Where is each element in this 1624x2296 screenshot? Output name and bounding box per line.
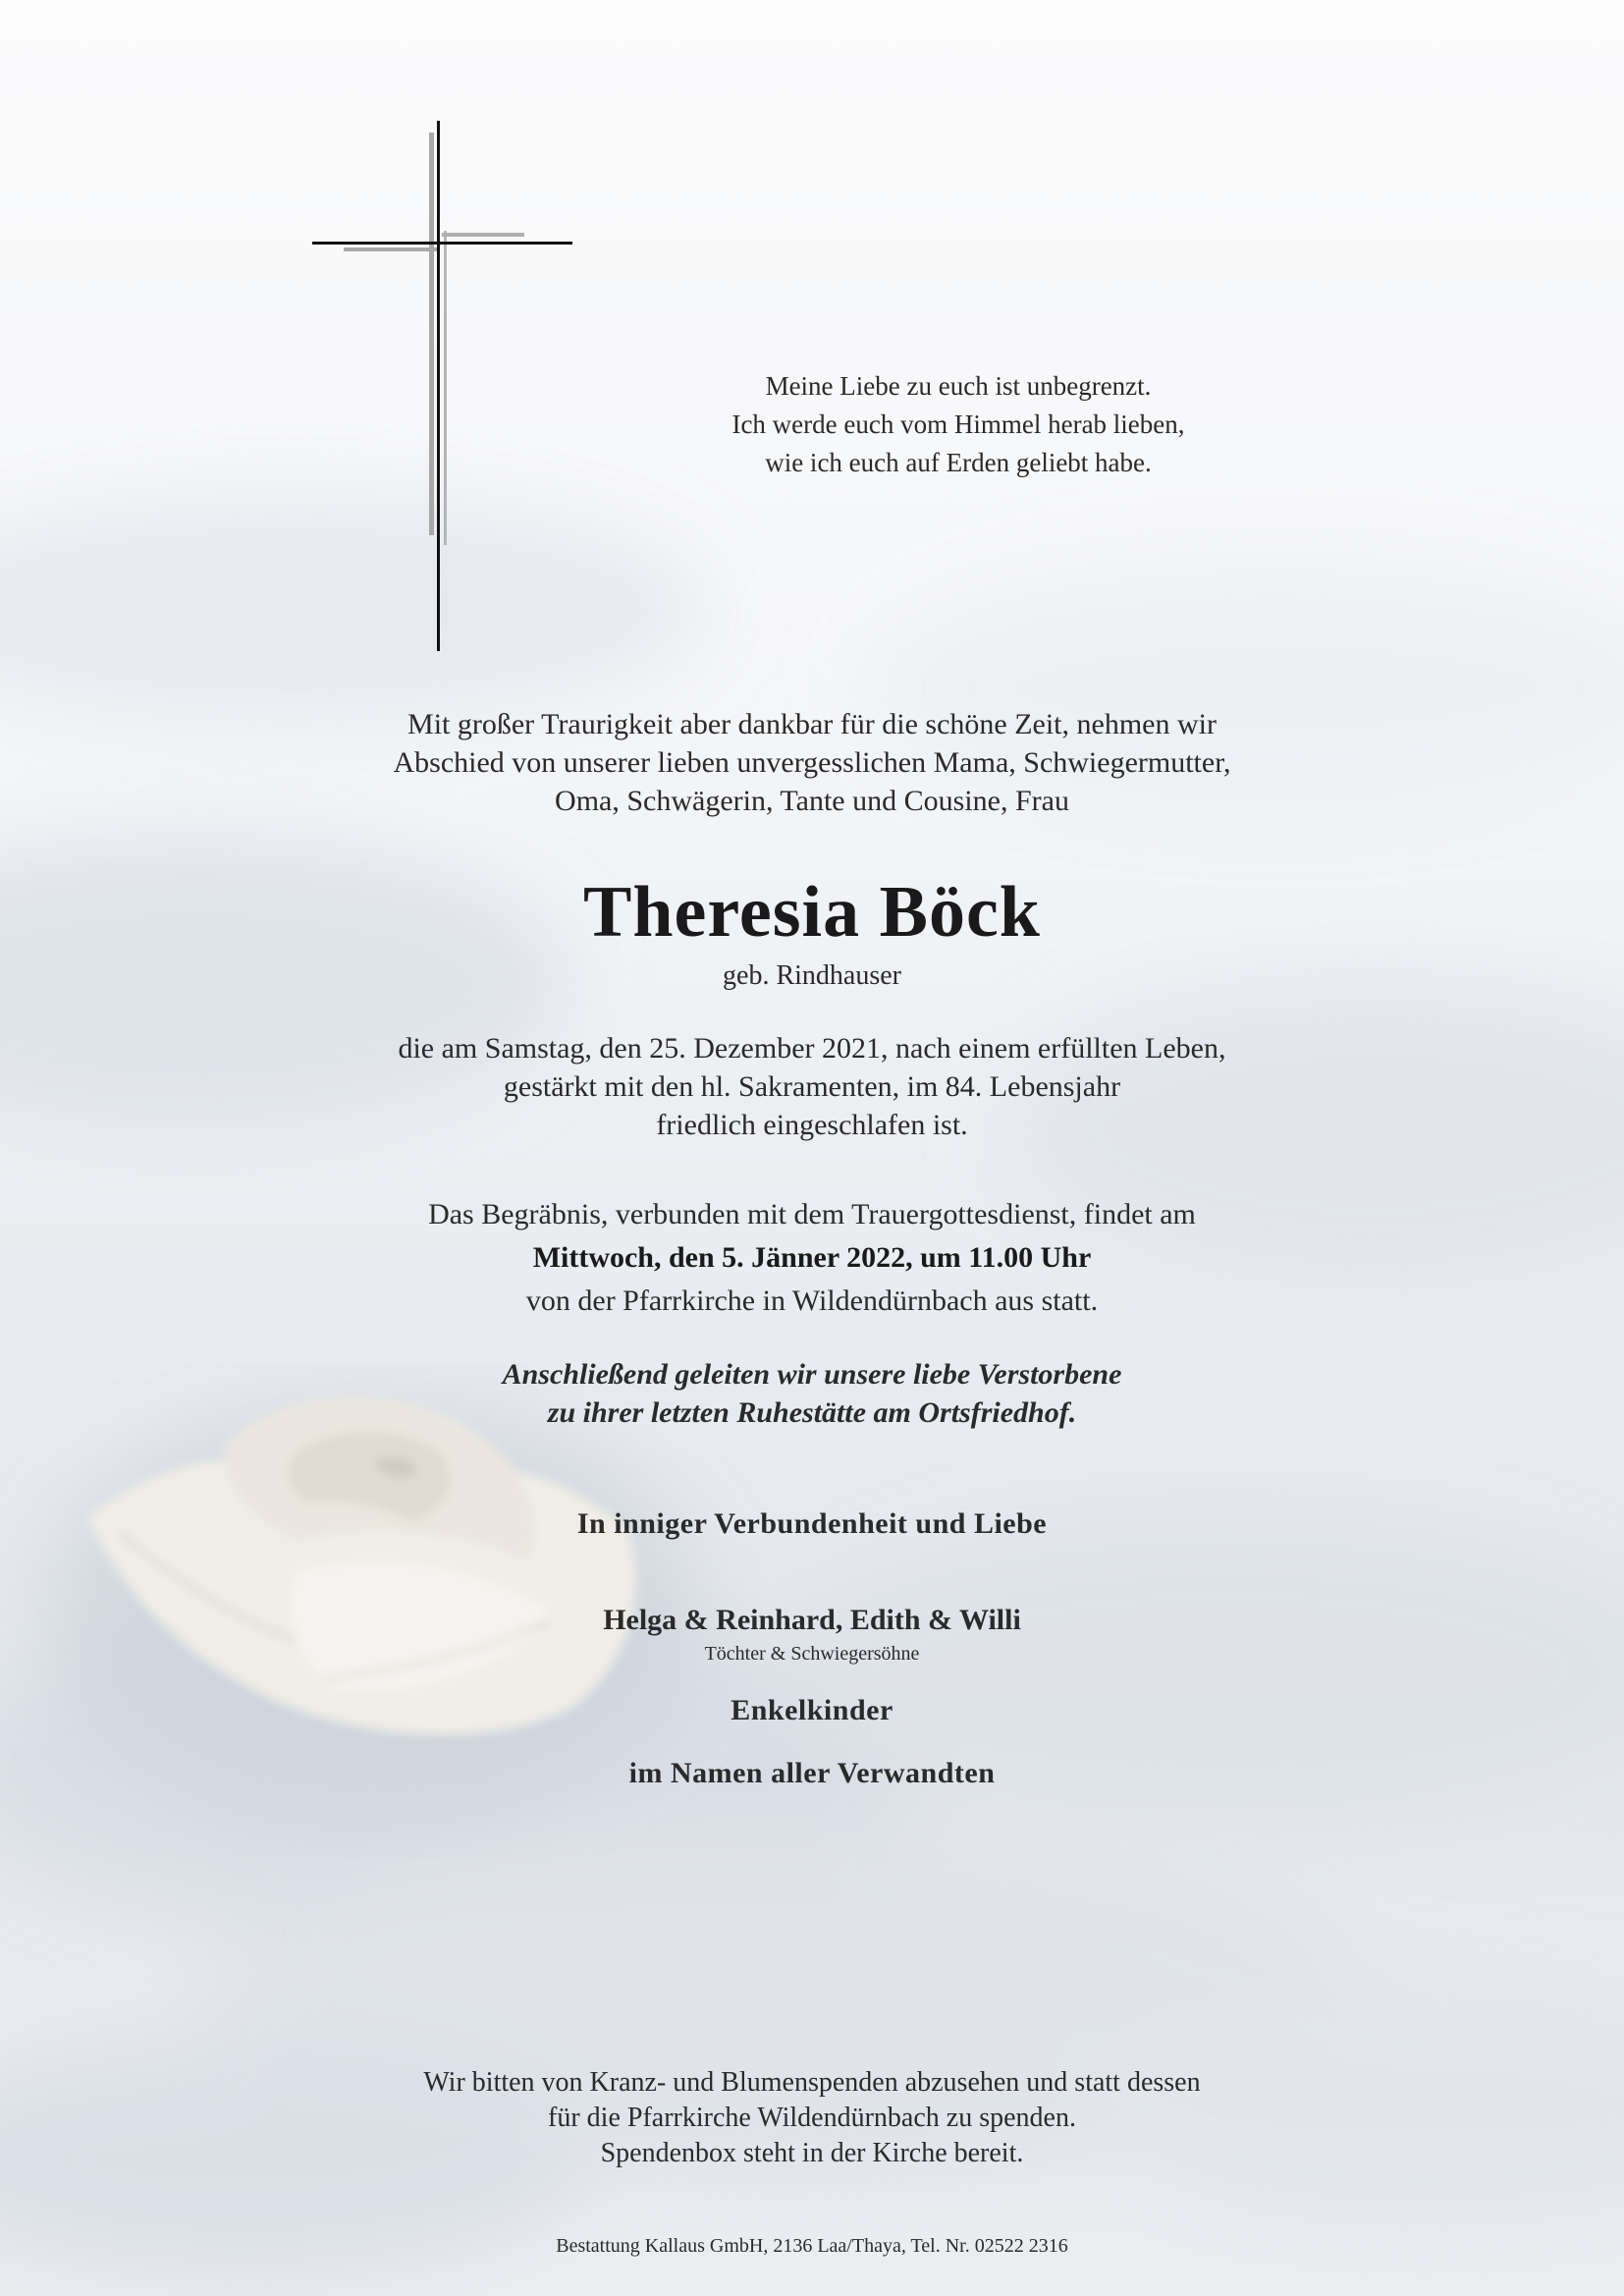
intro-line: Oma, Schwägerin, Tante und Cousine, Frau <box>555 785 1069 817</box>
latin-cross-icon <box>295 113 589 663</box>
deceased-name: Theresia Böck <box>583 872 1041 953</box>
burial-line: zu ihrer letzten Ruhestätte am Ortsfriedhof. <box>547 1396 1077 1429</box>
death-notice <box>0 1029 1624 1144</box>
death-line: gestärkt mit den hl. Sakramenten, im 84. Lebensjahr <box>503 1070 1121 1103</box>
intro-line: Mit großer Traurigkeit aber dankbar für die schöne Zeit, nehmen wir <box>407 708 1217 740</box>
mourners-daughters: Helga & Reinhard, Edith & Willi <box>603 1604 1021 1636</box>
intro-paragraph <box>0 705 1624 820</box>
quote-line: wie ich euch auf Erden geliebt habe. <box>765 448 1152 477</box>
burial-line: Anschließend geleiten wir unsere liebe Verstorbene <box>502 1358 1122 1391</box>
death-line: die am Samstag, den 25. Dezember 2021, nach einem erfüllten Leben, <box>398 1032 1226 1065</box>
intro-line: Abschied von unserer lieben unvergesslichen Mama, Schwiegermutter, <box>393 746 1231 779</box>
closing-line: In inniger Verbundenheit und Liebe <box>576 1507 1048 1540</box>
donation-line: Spendenbox steht in der Kirche bereit. <box>600 2138 1024 2168</box>
funeral-details <box>0 1193 1624 1323</box>
maiden-name: geb. Rindhauser <box>723 960 901 991</box>
funeral-date-time: Mittwoch, den 5. Jänner 2022, um 11.00 Uhr <box>532 1241 1092 1274</box>
quote-line: Ich werde euch vom Himmel herab lieben, <box>731 410 1185 439</box>
death-line: friedlich eingeschlafen ist. <box>656 1109 968 1141</box>
funeral-location: von der Pfarrkirche in Wildendürnbach aus statt. <box>525 1285 1099 1317</box>
mourners-relatives: im Namen aller Verwandten <box>628 1757 996 1789</box>
funeral-line: Das Begräbnis, verbunden mit dem Trauergottesdienst, findet am <box>428 1198 1196 1230</box>
donation-line: für die Pfarrkirche Wildendürnbach zu spenden. <box>548 2103 1076 2133</box>
mourners-relation: Töchter & Schwiegersöhne <box>704 1643 920 1665</box>
quote-line: Meine Liebe zu euch ist unbegrenzt. <box>765 371 1152 401</box>
donation-request <box>0 2065 1624 2171</box>
burial-notice <box>0 1355 1624 1432</box>
opening-quote <box>566 367 1351 482</box>
mourners-grandchildren: Enkelkinder <box>731 1694 893 1726</box>
funeral-home-footer: Bestattung Kallaus GmbH, 2136 Laa/Thaya, Tel. Nr. 02522 2316 <box>556 2235 1068 2257</box>
donation-line: Wir bitten von Kranz- und Blumenspenden abzusehen und statt dessen <box>423 2067 1201 2098</box>
